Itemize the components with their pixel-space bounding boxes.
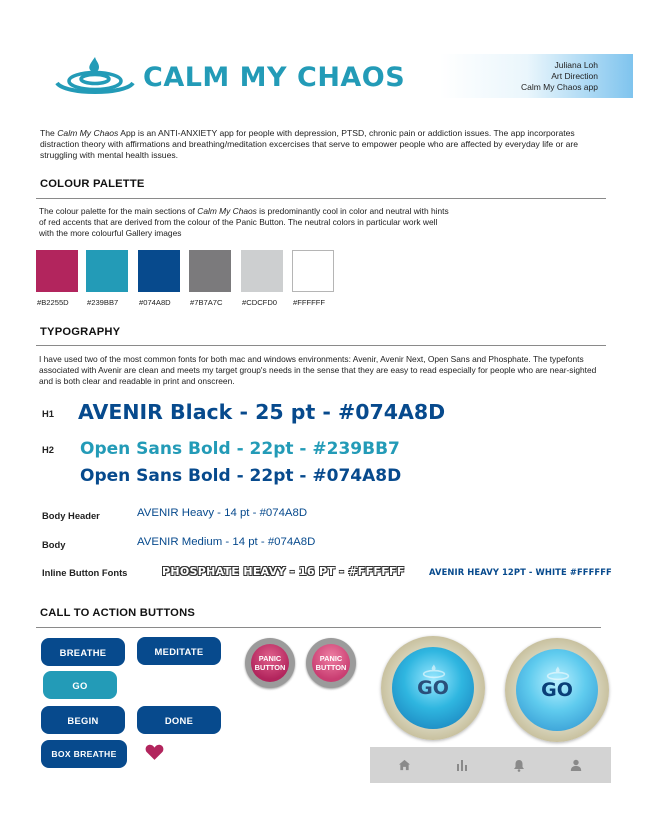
bottom-nav-bar <box>370 747 611 783</box>
body-header-sample: AVENIR Heavy - 14 pt - #074A8D <box>137 507 308 519</box>
nav-home[interactable] <box>391 751 419 779</box>
color-swatch <box>36 250 78 292</box>
panic-label-line1: PANIC <box>258 654 282 663</box>
swatch-label: #239BB7 <box>87 298 119 307</box>
intro-paragraph <box>40 128 610 160</box>
panic-button-face <box>251 644 289 682</box>
credit-project: Calm My Chaos app <box>520 82 598 92</box>
begin-button[interactable]: BEGIN <box>41 706 125 734</box>
color-swatch <box>292 250 334 292</box>
go-large-button-2[interactable] <box>505 638 609 742</box>
cta-heading: CALL TO ACTION BUTTONS <box>40 607 196 619</box>
h2-sample-light: Open Sans Bold - 22pt - #239BB7 <box>80 439 400 459</box>
notifications-icon <box>513 759 525 772</box>
cta-divider <box>36 627 601 628</box>
panic-label-line2: BUTTON <box>315 663 347 672</box>
palette-desc-prefix: The colour palette for the main sections of <box>39 206 198 216</box>
stats-icon <box>456 759 468 771</box>
heart-icon[interactable] <box>145 743 164 761</box>
body-label: Body <box>42 539 66 550</box>
swatch-label: #CDCFD0 <box>242 298 278 307</box>
inline-font-sample-phosphate: PHOSPHATE HEAVY - 16 PT - #FFFFFF <box>162 565 405 578</box>
swatch-label: #7B7A7C <box>190 298 223 307</box>
palette-desc-app: Calm My Chaos <box>197 206 257 216</box>
box-breathe-button[interactable]: BOX BREATHE <box>41 740 127 768</box>
go-large-label: GO <box>541 679 573 701</box>
nav-notifications[interactable] <box>505 751 533 779</box>
intro-prefix: The <box>40 128 58 138</box>
panic-button-1[interactable] <box>245 638 295 688</box>
palette-desc-body: is predominantly cool in color and neutral with hints of red accents that are derived from the colour of the Panic Button. The neutral colors in particular work well with the more colourful Gallery images <box>39 206 449 238</box>
h1-sample: AVENIR Black - 25 pt - #074A8D <box>78 400 446 424</box>
body-header-label: Body Header <box>42 510 100 521</box>
profile-icon <box>570 759 582 771</box>
panic-button-2[interactable] <box>306 638 356 688</box>
go-large-face <box>392 647 474 729</box>
swatch-label: #074A8D <box>139 298 171 307</box>
color-swatch <box>241 250 283 292</box>
typography-heading: TYPOGRAPHY <box>40 326 121 338</box>
go-large-label: GO <box>417 677 449 699</box>
color-swatch <box>86 250 128 292</box>
h1-label: H1 <box>42 408 54 419</box>
go-large-button-1[interactable] <box>381 636 485 740</box>
palette-description <box>39 206 449 239</box>
go-button[interactable]: GO <box>43 671 117 699</box>
panic-label-line1: PANIC <box>319 654 343 663</box>
go-large-face <box>516 649 598 731</box>
palette-heading: COLOUR PALETTE <box>40 178 145 190</box>
body-sample: AVENIR Medium - 14 pt - #074A8D <box>137 536 316 548</box>
breathe-button[interactable]: BREATHE <box>41 638 125 666</box>
color-swatch <box>138 250 180 292</box>
inline-font-sample-avenir: AVENIR HEAVY 12PT - WHITE #FFFFFF <box>429 567 612 577</box>
typography-description: I have used two of the most common fonts for both mac and windows environments: Avenir, Avenir Next, Open Sans and Phosphate. The typefonts associated with Avenir are clean and meets my target group's needs in the sense that they are easy to read especially for people who are near-sighted and is both clear and readable in print and onscreen. <box>39 354 597 386</box>
meditate-button[interactable]: MEDITATE <box>137 637 221 665</box>
nav-profile[interactable] <box>562 751 590 779</box>
palette-divider <box>36 198 606 199</box>
intro-body: App is an ANTI-ANXIETY app for people with depression, PTSD, chronic pain or addiction issues. The app incorporates distraction theory with affirmations and breathing/meditation excercises that serve to empower people who are affected by everyday life or are struggling with mental health issues. <box>40 128 579 160</box>
nav-stats[interactable] <box>448 751 476 779</box>
h2-label: H2 <box>42 444 54 455</box>
credit-name: Juliana Loh <box>554 60 598 70</box>
swatch-label: #B2255D <box>37 298 69 307</box>
intro-app-name: Calm My Chaos <box>57 128 119 138</box>
h2-sample-dark: Open Sans Bold - 22pt - #074A8D <box>80 466 402 486</box>
typography-divider <box>36 345 606 346</box>
color-swatch <box>189 250 231 292</box>
logo-icon <box>55 53 135 99</box>
credit-role: Art Direction <box>551 71 598 81</box>
home-icon <box>398 759 411 771</box>
panic-button-face <box>312 644 350 682</box>
done-button[interactable]: DONE <box>137 706 221 734</box>
inline-button-fonts-label: Inline Button Fonts <box>42 567 128 578</box>
panic-label-line2: BUTTON <box>254 663 286 672</box>
app-title: CALM MY CHAOS <box>143 62 406 93</box>
swatch-label: #FFFFFF <box>293 298 326 307</box>
credit-box <box>440 54 633 98</box>
